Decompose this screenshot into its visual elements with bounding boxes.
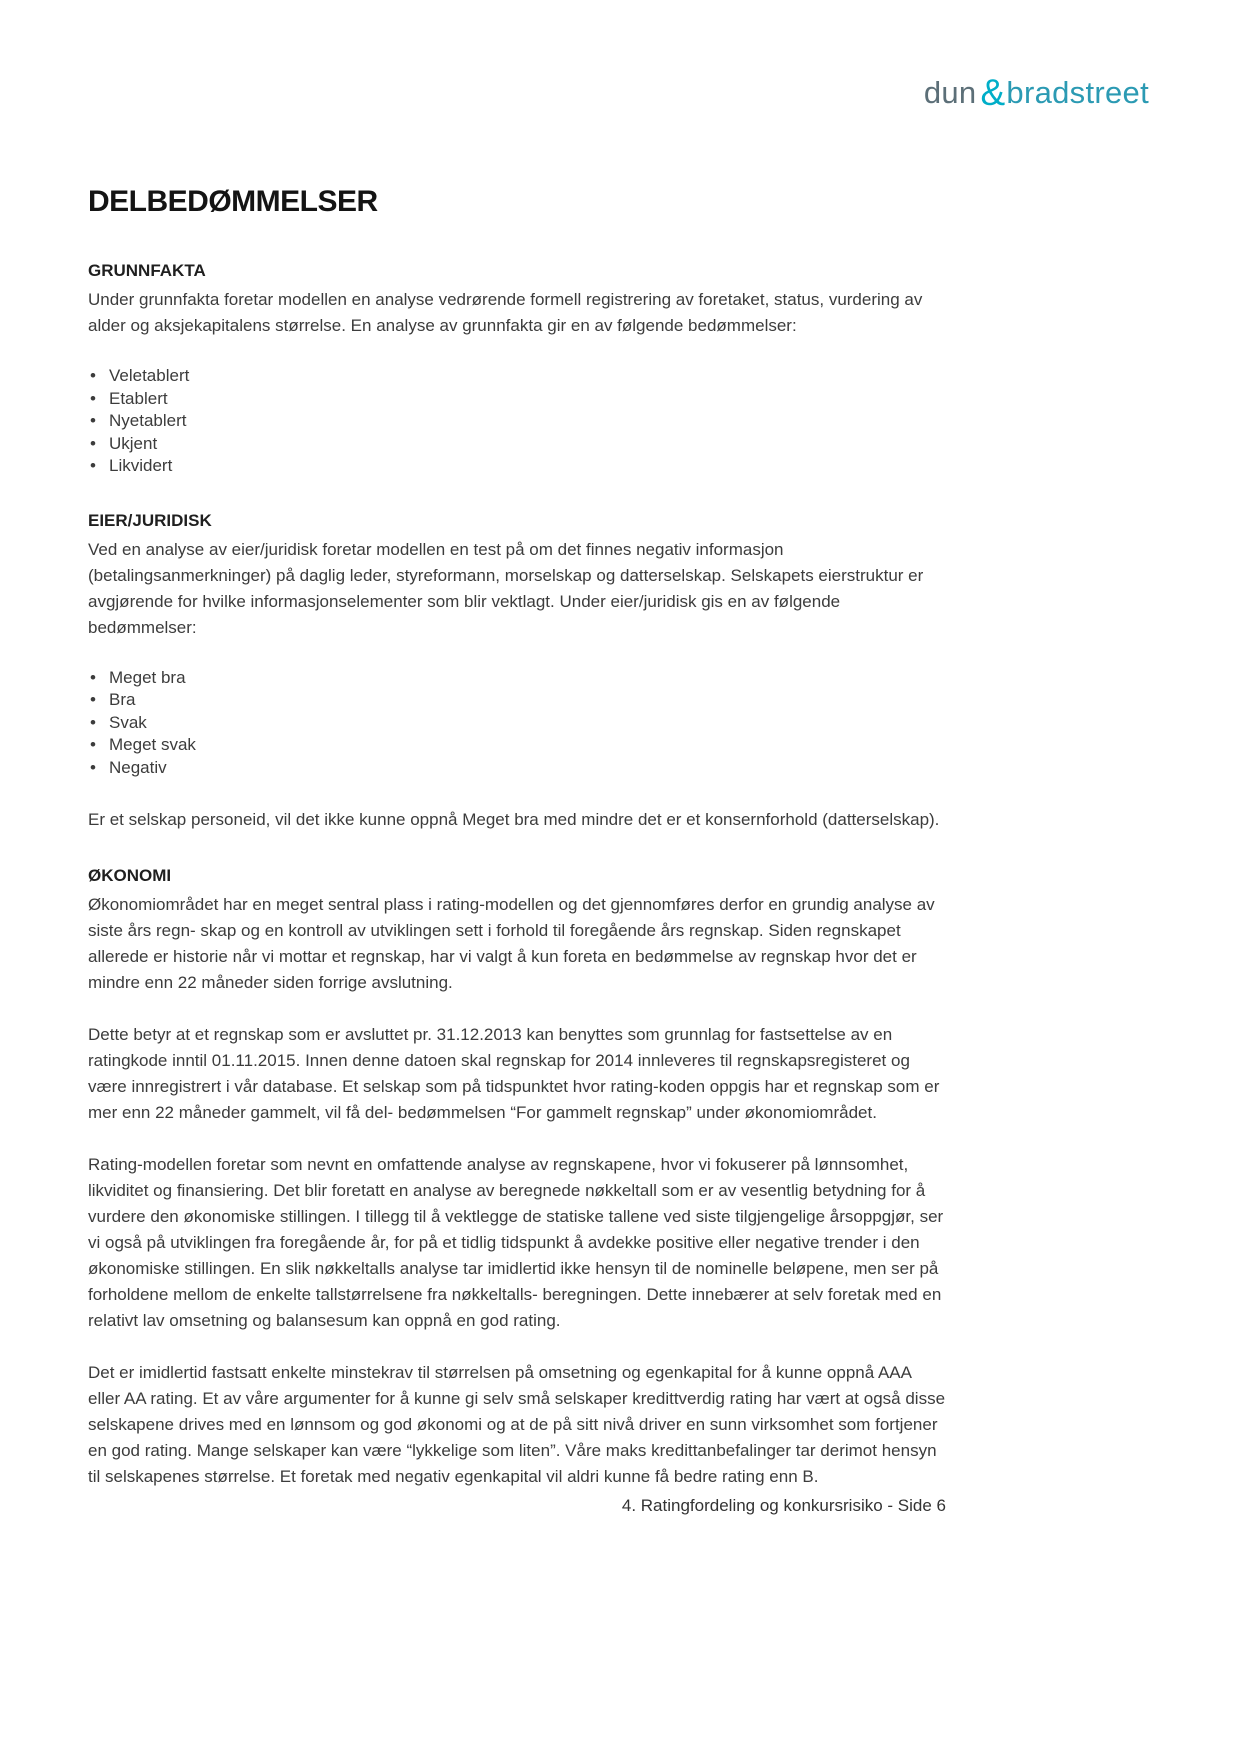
page-footer: 4. Ratingfordeling og konkursrisiko - Side 6 [621,1496,946,1515]
paragraph: Økonomiområdet har en meget sentral plass i rating-modellen og det gjennomføres derfor en grundig analyse av siste års regn- skap og en kontroll av utviklingen sett i forhold til foregående års regnskap. Siden regnskapet allerede er historie når vi mottar et regnskap, har vi valgt å kun foreta en bedømmelse av regnskap hvor det er mindre enn 22 måneder siden forrige avslutning. [88,895,935,992]
section-eier-juridisk-note: Er et selskap personeid, vil det ikke kunne oppnå Meget bra med mindre det er et konsernforhold (datterselskap). [88,810,940,829]
list-item: • Etablert [90,388,946,411]
list-item: • Likvidert [90,455,946,478]
grunnfakta-assessment-list [90,365,946,478]
list-item: • Ukjent [90,433,946,456]
section-grunnfakta-title: GRUNNFAKTA [88,261,206,280]
paragraph: Det er imidlertid fastsatt enkelte minstekrav til størrelsen på omsetning og egenkapital for å kunne oppnå AAA eller AA rating. Et av våre argumenter for å kunne gi selv små selskaper kredittverdig rating har vært at også disse selskapene drives med en lønnsom og god økonomi og at de på sitt nivå driver en sunn virksomhet som fortjener en god rating. Mange selskaper kan være “lykkelige som liten”. Våre maks kredittanbefalinger tar derimot hensyn til selskapenes størrelse. Et foretak med negativ egenkapital vil aldri kunne få bedre rating enn B. [88,1363,946,1486]
list-item: • Meget bra [90,667,946,690]
list-item: • Svak [90,712,946,735]
list-item: • Nyetablert [90,410,946,433]
logo-ampersand-icon: & [980,72,1006,113]
section-okonomi-title: ØKONOMI [88,866,172,885]
section-eier-juridisk [88,508,946,834]
paragraph: Dette betyr at et regnskap som er avsluttet pr. 31.12.2013 kan benyttes som grunnlag for fastsettelse av en ratingkode inntil 01.11.2015. Innen denne datoen skal regnskap for 2014 innleveres til regnskapsregisteret og være innregistrert i vår database. Et selskap som på tidspunktet hvor rating-koden oppgis har et regnskap som er mer enn 22 måneder gammelt, vil få del- bedømmelsen “For gammelt regnskap” under økonomiområdet. [88,1025,940,1122]
page-title: DELBEDØMMELSER [88,185,378,218]
list-item: • Veletablert [90,365,946,388]
dun-bradstreet-logo [924,74,1149,111]
section-eier-juridisk-title: EIER/JURIDISK [88,510,212,530]
logo-text-bradstreet: bradstreet [1006,75,1149,110]
section-eier-juridisk-intro: Ved en analyse av eier/juridisk foretar modellen en test på om det finnes negativ informasjon (betalingsanmerkninger) på daglig leder, styreformann, morselskap og datterselskap. Selskapets eierstruktur er avgjørende for hvilke informasjonselementer som blir vektlagt. Under eier/juridisk gis en av følgende bedømmelser: [88,539,924,637]
list-item: • Bra [90,689,946,712]
section-grunnfakta-intro: Under grunnfakta foretar modellen en analyse vedrørende formell registrering av foretaket, status, vurdering av alder og aksjekapitalens størrelse. En analyse av grunnfakta gir en av følgende bedømmelser: [88,290,923,335]
logo-text-dun: dun [923,75,977,110]
eier-juridisk-assessment-list [90,667,946,780]
list-item: • Meget svak [90,734,946,757]
list-item: • Negativ [90,757,946,780]
section-grunnfakta [88,258,946,478]
document-content [88,186,946,1520]
section-okonomi [88,863,946,1490]
paragraph: Rating-modellen foretar som nevnt en omfattende analyse av regnskapene, hvor vi fokuserer på lønnsomhet, likviditet og finansiering. Det blir foretatt en analyse av beregnede nøkkeltall som er av vesentlig betydning for å vurdere den økonomiske stillingen. I tillegg til å vektlegge de statiske tallene ved siste tilgjengelige årsoppgjør, ser vi også på utviklingen fra foregående år, for på et tidlig tidspunkt å avdekke positive eller negative trender i den økonomiske stillingen. En slik nøkkeltalls analyse tar imidlertid ikke hensyn til de nominelle beløpene, men ser på forholdene mellom de enkelte tallstørrelsene fra nøkkeltalls- beregningen. Dette innebærer at selv foretak med en relativt lav omsetning og balansesum kan oppnå en god rating. [88,1155,944,1330]
